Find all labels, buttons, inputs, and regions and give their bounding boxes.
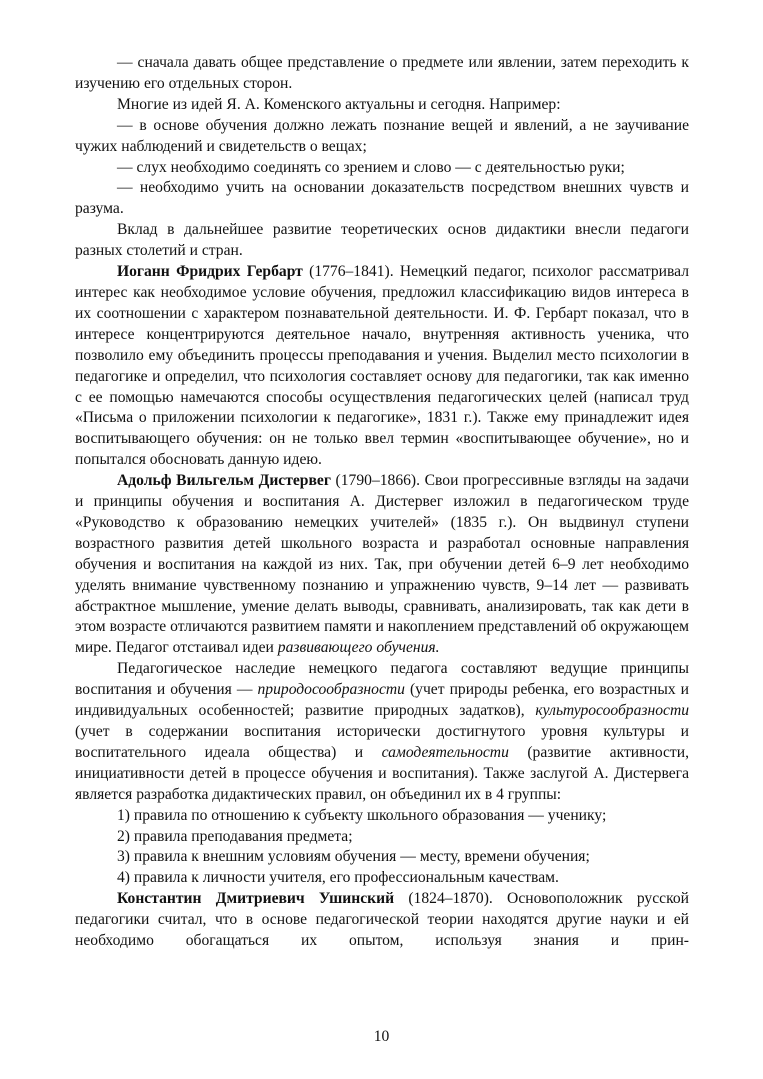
list-item: 2) правила преподавания предмета;: [117, 827, 353, 845]
italic-term: природосообразности: [257, 681, 405, 699]
list-item: 1) правила по отношению к субъекту школьного образования — ученику;: [117, 806, 607, 824]
bullet-paragraph: — сначала давать общее представление о предмете или явлении, затем переходить к изучению его отдельных сторон.: [75, 54, 689, 92]
paragraph: Многие из идей Я. А. Коменского актуальны и сегодня. Например:: [117, 95, 561, 113]
body-text: [75, 53, 689, 952]
bullet-paragraph: — слух необходимо соединять со зрением и слово — с деятельностью руки;: [117, 158, 625, 176]
paragraph-text: (учет в содержании воспитания исторически достигнутого уровня культуры и воспитательного идеала общества) и: [75, 723, 689, 761]
paragraph: Вклад в дальнейшее развитие теоретических основ дидактики внесли педагоги разных столетий и стран.: [75, 221, 689, 260]
paragraph-text: (1776–1841). Немецкий педагог, психолог рассматривал интерес как необходимое условие обучения, предложил классификацию видов интереса в их соотношении с характером познавательной деятельности. И. Ф. Гербарт показал, что в интересе концентрируются деятельное начало, внутренняя активность ученика, что позволило ему объединить процессы преподавания и учения. Выделил место психологии в педагогике и определил, что психология составляет основу для педагогики, так как именно с ее помощью намечаются способы осуществления педагогических целей (написал труд «Письма о приложении психологии к педагогике», 1831 г.). Также ему принадлежит идея воспитывающего обучения: он не только ввел термин «воспитывающее обучение», но и попытался обосновать данную идею.: [75, 263, 689, 469]
italic-term: культуросообразности: [535, 702, 689, 720]
page-number: 10: [373, 1028, 390, 1045]
paragraph-text: (1824–1870). Основоположник русской педагогики считал, что в основе педагогической теории находятся другие науки и ей необходимо обогащаться их опытом, используя знания и прин-: [75, 890, 689, 950]
paragraph-text: Педагогическое наследие немецкого педагога составляют ведущие принципы воспитания и обучения —: [75, 660, 689, 699]
person-name: Константин Дмитриевич Ушинский: [117, 890, 395, 908]
italic-term: самодеятельности: [381, 743, 509, 761]
paragraph-diesterweg: [75, 471, 689, 659]
list-item: 3) правила к внешним условиям обучения — месту, времени обучения;: [117, 848, 590, 866]
italic-term: развивающего обучения.: [277, 639, 440, 657]
bullet-paragraph: — необходимо учить на основании доказательств посредством внешних чувств и разума.: [75, 179, 689, 218]
person-name: Адольф Вильгельм Дистервег: [117, 472, 331, 490]
person-name: Иоганн Фридрих Гербарт: [117, 263, 303, 281]
bullet-paragraph: — в основе обучения должно лежать познание вещей и явлений, а не заучивание чужих наблюдений и свидетельств о вещах;: [75, 116, 689, 155]
paragraph-principles: [75, 659, 689, 805]
paragraph-text: (развитие активности, инициативности детей в процессе обучения и воспитания). Также заслугой А. Дистервега является разработка дидактических правил, он объединил их в 4 группы:: [75, 743, 689, 803]
paragraph-text: (1790–1866). Свои прогрессивные взгляды на задачи и принципы обучения и воспитания А. Дистервег изложил в педагогическом труде «Руководство к образованию немецких учителей» (1835 г.). Он выдвинул ступени возрастного развития детей школьного возраста и разработал основные направления обучения и воспитания на каждой из них. Так, при обучении детей 6–9 лет необходимо уделять внимание чувственному познанию и упражнению чувств, 9–14 лет — развивать абстрактное мышление, умение делать выводы, сравнивать, анализировать, так как дети в этом возрасте отличаются развитием памяти и накоплением представлений об окружающем мире. Педагог отстаивал идеи: [75, 472, 690, 657]
list-item: 4) правила к личности учителя, его профессиональным качествам.: [117, 869, 559, 887]
paragraph-herbart: [75, 262, 689, 471]
paragraph-text: (учет природы ребенка, его возрастных и индивидуальных особенностей; развитие природных задатков),: [75, 681, 689, 720]
paragraph-ushinsky: [75, 889, 689, 952]
